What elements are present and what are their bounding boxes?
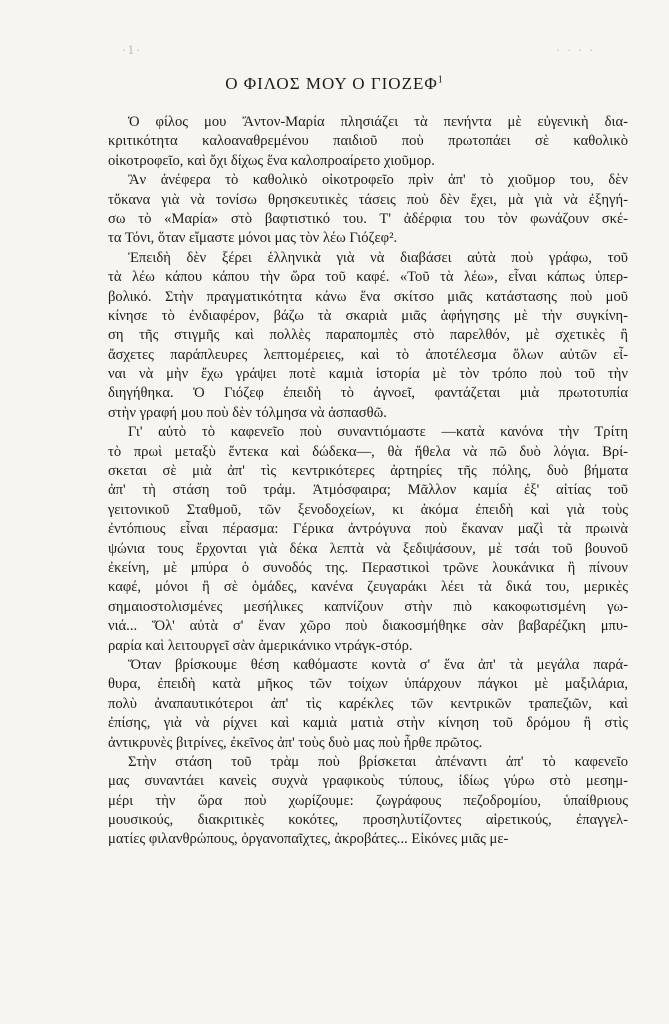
text-line: κίνησε τὸ ἐνδιαφέρον, βάζω τὰ σκαριὰ μιᾶς ἀφήγησης μὲ τὴν συγκίνη- — [108, 307, 628, 324]
text-line: Στὴν στάση τοῦ τρὰμ ποὺ βρίσκεται ἀπέναντι ἀπ' τὸ καφενεῖο — [128, 753, 628, 770]
chapter-title-text: Ο ΦΙΛΟΣ ΜΟΥ Ο ΓΙΟΖΕΦ — [225, 74, 438, 93]
text-line: τὄκανα γιὰ νὰ τονίσω θρησκευτικὲς τάσεις ποὺ δὲν ἔχει, μὰ γιὰ νὰ ἐξηγή- — [108, 191, 628, 208]
text-line: τὰ λέω κάπου κάπου τὴν ὥρα τοῦ καφέ. «Τοῦ τὰ λέω», εἶναι κάπως ὑπερ- — [108, 269, 628, 286]
text-line: γειτονικοῦ Σταθμοῦ, τῶν ξενοδοχείων, κι ἀκόμα ἐπειδὴ καὶ γιὰ τοὺς — [108, 501, 628, 518]
title-footnote-marker: 1 — [437, 74, 444, 86]
text-line: ἐντόπιους εἶναι πέρασμα: Γέρικα ἀντρόγυνα ποὺ ἔκαναν μαζὶ τὰ πρωινὰ — [108, 521, 628, 538]
text-line: πολὺ ἀναπαυτικότεροι ἀπ' τὶς καρέκλες τῶν κεντρικῶν τραπεζιῶν, καὶ — [108, 695, 628, 712]
text-line: τα Τόνι, ὅταν εἴμαστε μόνοι μας τὸν λέω Γιόζεφ². — [108, 230, 398, 247]
text-line: σκεται σὲ μιὰ ἀπ' τὶς κεντρικότερες ἀρτηρίες τῆς πόλης, δυὸ βήματα — [108, 463, 628, 480]
text-line: Ὁ φίλος μου Ἄντον-Μαρία πλησιάζει τὰ πενήντα μὲ εὐγενικὴ δια- — [128, 114, 628, 130]
paragraph — [108, 753, 628, 850]
text-line: κριτικότητα καλοαναθρεμένου παιδιοῦ ποὺ πρωτοπάει σὲ καθολικὸ — [108, 133, 628, 150]
text-line: ψώνια τους ἔρχονται γιὰ δέκα λεπτὰ νὰ ξεδιψάσουν, μὲ τσάι τοῦ βουνοῦ — [108, 540, 628, 557]
text-line: σω τὸ «Μαρία» στὸ βαφτιστικό του. Τ' ἀδέρφια του τὸν φωνάζουν σκέ- — [108, 210, 628, 227]
paragraph — [108, 656, 628, 753]
text-line: Ἐπειδὴ δὲν ξέρει ἑλληνικὰ γιὰ νὰ διαβάσει αὐτὰ ποὺ γράφω, τοῦ — [128, 249, 628, 266]
paragraph — [108, 171, 628, 249]
text-line: Ὅταν βρίσκουμε θέση καθόμαστε κοντὰ σ' ἕνα ἀπ' τὰ μεγάλα παρά- — [128, 656, 628, 673]
text-line: ση τῆς στιγμῆς καὶ πολλὲς παραπομπὲς στὸ παρελθόν, μὲ σχετικὲς ἢ — [108, 327, 628, 344]
paragraph — [108, 249, 628, 424]
text-line: μουσικούς, διακριτικὲς κοκότες, προσηλυτίζοντες αἱρετικούς, ἐπαγγελ- — [108, 812, 628, 829]
text-line: ραρία καὶ λειτουργεῖ σὰν ἀμερικάνικο ντράγκ-στόρ. — [108, 637, 413, 654]
paragraph — [108, 113, 628, 171]
text-line: θυρα, ἐπειδὴ κατὰ μῆκος τῶν τοίχων ὑπάρχουν πάγκοι μὲ μαξιλάρια, — [108, 676, 628, 693]
text-line: σημαιοστολισμένες μεσήλικες καπνίζουν στὴν πιὸ κακοφωτισμένη γω- — [108, 598, 628, 615]
text-line: μέρι τὴν ὥρα ποὺ χωρίζουμε: ζωγράφους πεζοδρομίου, ὑπαίθριους — [108, 792, 628, 809]
text-line: οἰκοτροφεῖο, καὶ ὄχι δίχως ἕνα καλοπροαίρετο χιοῦμορ. — [108, 152, 435, 169]
body-text — [108, 113, 628, 850]
text-line: διηγήθηκα. Ὁ Γιόζεφ ἐπειδὴ τὸ ἀγνοεῖ, φαντάζεται μιὰ πρωτοτυπία — [108, 385, 628, 402]
page-mark-left: ·1· — [122, 44, 142, 57]
chapter-title — [0, 74, 669, 94]
text-line: στὴν γραφή μου ποὺ δὲν τόλμησα νὰ ἀσπασθῶ. — [108, 404, 387, 421]
text-line: Ἂν ἀνέφερα τὸ καθολικὸ οἰκοτροφεῖο πρὶν ἀπ' τὸ χιοῦμορ του, δὲν — [128, 172, 628, 189]
text-line: βολικό. Στὴν πραγματικότητα κάνω ἕνα σκίτσο μιᾶς κατάστασης ποὺ μοῦ — [108, 288, 628, 305]
text-line: μας συναντάει κανεὶς συχνὰ γραφικοὺς τύπους, ἰδίως γύρω στὸ μεσημ- — [108, 773, 628, 790]
text-line: ἀντικρυνὲς βιτρίνες, ἐκεῖνος ἀπ' τοὺς δυὸ μας ποὺ ἦρθε πρῶτος. — [108, 734, 483, 751]
text-line: τὸ πρωὶ μεταξὺ ἕντεκα καὶ δώδεκα—, θὰ ἤθελα νὰ πῶ δυὸ λόγια. Βρί- — [108, 443, 628, 460]
text-line: καφέ, μόνοι ἢ σὲ ὁμάδες, κανένα ζευγαράκι λέει τὰ δικά του, μερικὲς — [108, 579, 628, 596]
page-mark-right: · · · · — [556, 44, 595, 57]
text-line: νιά... Ὅλ' αὐτὰ σ' ἕναν χῶρο ποὺ διακοσμήθηκε σὰν βαβαρέζικη μπυ- — [108, 618, 628, 635]
text-line: ἐπίσης, γιὰ νὰ ρίχνει καὶ καμιὰ ματιὰ στὴν κίνηση τοῦ δρόμου ἢ στὶς — [108, 715, 628, 732]
paragraph — [108, 423, 628, 656]
text-line: ματίες φιλανθρώπους, ὀργανοπαῖχτες, ἀκροβάτες... Εἰκόνες μιᾶς με- — [108, 831, 509, 848]
text-line: Γι' αὐτὸ τὸ καφενεῖο ποὺ συναντιόμαστε —κατὰ κανόνα τὴν Τρίτη — [128, 424, 628, 441]
text-line: ἄσχετες παράπλευρες λεπτομέρειες, καὶ τὸ ἀποτέλεσμα ὅλων αὐτῶν εἶ- — [108, 346, 628, 363]
text-line: ναι νὰ μὴν ἔχω γράψει ποτὲ καμιὰ ἱστορία μὲ τὸν τρόπο ποὺ τοῦ τὴν — [108, 366, 628, 383]
text-line: ἐκείνη, μὲ μπύρα ὁ συνοδός της. Περαστικοὶ τρῶνε λουκάνικα ἢ πίνουν — [108, 559, 628, 576]
text-line: ἀπ' τὴ στάση τοῦ τράμ. Ἀτμόσφαιρα; Μᾶλλον καμία ἐξ' αἰτίας τοῦ — [108, 482, 628, 499]
